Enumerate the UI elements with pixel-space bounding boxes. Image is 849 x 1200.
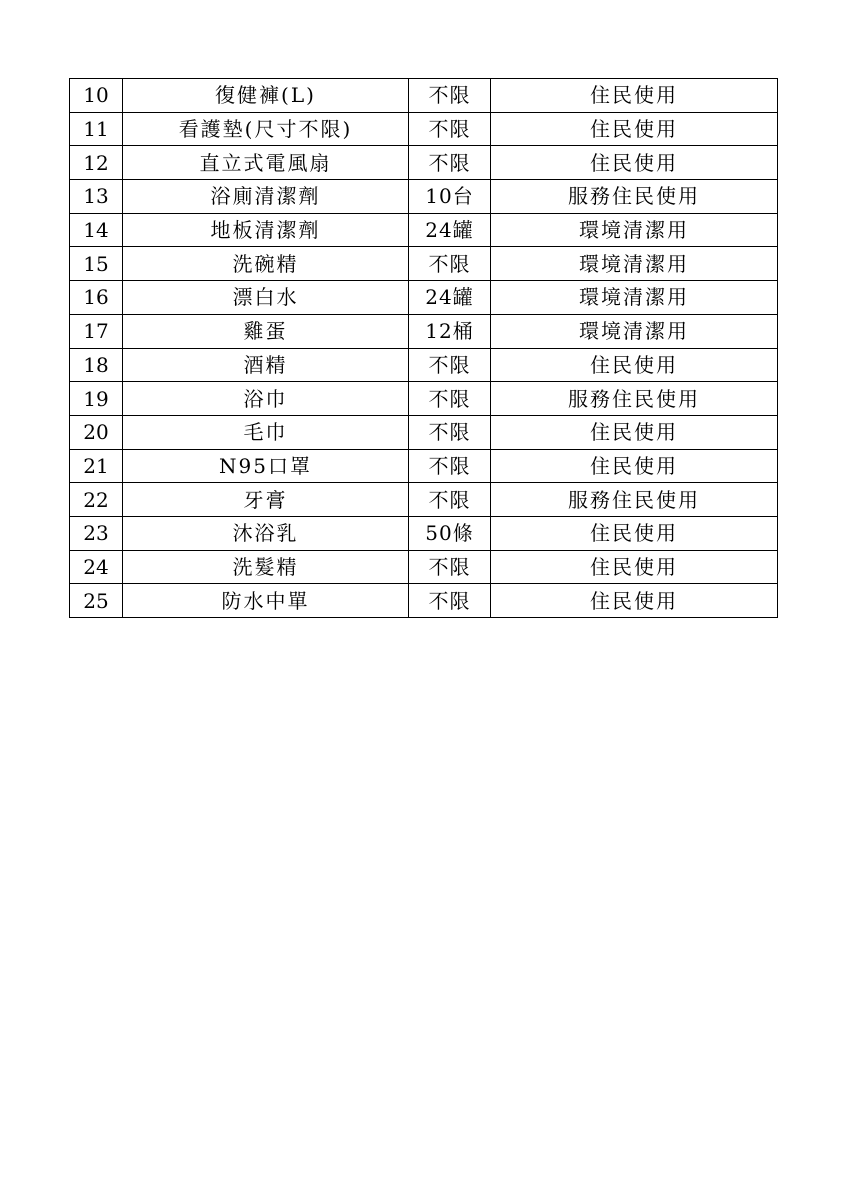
purpose-cell: 住民使用 [491, 550, 778, 584]
table-row [70, 483, 778, 517]
quantity-cell: 不限 [409, 348, 491, 382]
table-row [70, 449, 778, 483]
purpose-cell: 環境清潔用 [491, 281, 778, 315]
quantity-cell: 12桶 [409, 314, 491, 348]
supply-table [69, 78, 778, 618]
purpose-cell: 服務住民使用 [491, 382, 778, 416]
row-number-cell: 16 [70, 281, 123, 315]
item-name-cell: 雞蛋 [123, 314, 409, 348]
quantity-cell: 不限 [409, 483, 491, 517]
item-name-cell: 看護墊(尺寸不限) [123, 112, 409, 146]
row-number-cell: 13 [70, 180, 123, 214]
table-row [70, 415, 778, 449]
item-name-cell: 浴巾 [123, 382, 409, 416]
purpose-cell: 住民使用 [491, 146, 778, 180]
item-name-cell: 牙膏 [123, 483, 409, 517]
purpose-cell: 環境清潔用 [491, 247, 778, 281]
quantity-cell: 不限 [409, 415, 491, 449]
quantity-cell: 24罐 [409, 213, 491, 247]
row-number-cell: 20 [70, 415, 123, 449]
quantity-cell: 不限 [409, 550, 491, 584]
item-name-cell: 沐浴乳 [123, 516, 409, 550]
table-row [70, 180, 778, 214]
table-row [70, 213, 778, 247]
item-name-cell: 漂白水 [123, 281, 409, 315]
quantity-cell: 不限 [409, 79, 491, 113]
table-row [70, 584, 778, 618]
purpose-cell: 住民使用 [491, 449, 778, 483]
item-name-cell: 防水中單 [123, 584, 409, 618]
quantity-cell: 24罐 [409, 281, 491, 315]
item-name-cell: 復健褲(L) [123, 79, 409, 113]
quantity-cell: 不限 [409, 146, 491, 180]
purpose-cell: 住民使用 [491, 79, 778, 113]
purpose-cell: 服務住民使用 [491, 483, 778, 517]
purpose-cell: 住民使用 [491, 584, 778, 618]
row-number-cell: 14 [70, 213, 123, 247]
table-row [70, 550, 778, 584]
row-number-cell: 21 [70, 449, 123, 483]
quantity-cell: 10台 [409, 180, 491, 214]
purpose-cell: 服務住民使用 [491, 180, 778, 214]
item-name-cell: 酒精 [123, 348, 409, 382]
purpose-cell: 住民使用 [491, 516, 778, 550]
table-row [70, 112, 778, 146]
item-name-cell: 浴廁清潔劑 [123, 180, 409, 214]
row-number-cell: 12 [70, 146, 123, 180]
row-number-cell: 19 [70, 382, 123, 416]
table-row [70, 146, 778, 180]
purpose-cell: 住民使用 [491, 348, 778, 382]
row-number-cell: 18 [70, 348, 123, 382]
table-row [70, 348, 778, 382]
table-row [70, 79, 778, 113]
item-name-cell: 洗碗精 [123, 247, 409, 281]
quantity-cell: 不限 [409, 449, 491, 483]
purpose-cell: 環境清潔用 [491, 314, 778, 348]
table-row [70, 382, 778, 416]
quantity-cell: 不限 [409, 382, 491, 416]
purpose-cell: 住民使用 [491, 112, 778, 146]
row-number-cell: 11 [70, 112, 123, 146]
quantity-cell: 50條 [409, 516, 491, 550]
row-number-cell: 25 [70, 584, 123, 618]
supply-table-body [70, 79, 778, 618]
quantity-cell: 不限 [409, 112, 491, 146]
purpose-cell: 環境清潔用 [491, 213, 778, 247]
quantity-cell: 不限 [409, 247, 491, 281]
row-number-cell: 22 [70, 483, 123, 517]
item-name-cell: 直立式電風扇 [123, 146, 409, 180]
quantity-cell: 不限 [409, 584, 491, 618]
table-row [70, 281, 778, 315]
table-row [70, 314, 778, 348]
row-number-cell: 10 [70, 79, 123, 113]
table-row [70, 247, 778, 281]
item-name-cell: 毛巾 [123, 415, 409, 449]
purpose-cell: 住民使用 [491, 415, 778, 449]
row-number-cell: 23 [70, 516, 123, 550]
row-number-cell: 15 [70, 247, 123, 281]
item-name-cell: N95口罩 [123, 449, 409, 483]
row-number-cell: 17 [70, 314, 123, 348]
item-name-cell: 地板清潔劑 [123, 213, 409, 247]
row-number-cell: 24 [70, 550, 123, 584]
table-row [70, 516, 778, 550]
item-name-cell: 洗髮精 [123, 550, 409, 584]
